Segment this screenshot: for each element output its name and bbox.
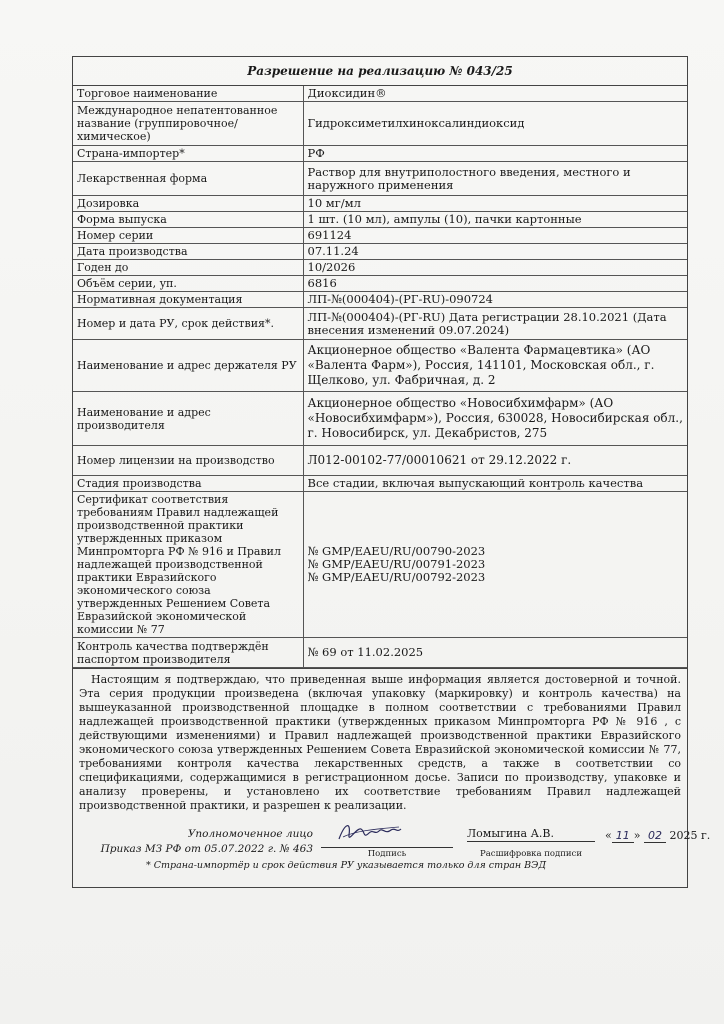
authorized-person-title: Уполномоченное лицо: [187, 828, 313, 840]
table-row: [73, 244, 687, 260]
gmp-certificate: № GMP/EAEU/RU/00791-2023: [307, 557, 486, 571]
row-value: 691124: [303, 228, 687, 244]
row-value: 07.11.24: [303, 244, 687, 260]
confirmation-statement: Настоящим я подтверждаю, что приведенная выше информация является достоверной и точной. Эта серия продукции произведена (включая упаковку (маркировку) и контроль качества) на вышеуказанной производственной площадке в полном соответствии с требованиями Правил надлежащей производственной практики (утвержденных приказом Минпромторга РФ № 916 , с действующими изменениями) и Правил надлежащей производственной практики Евразийского экономического союза утвержденных Решением Совета Евразийской экономической комиссии № 77, требованиями контроля качества лекарственных средств, а также в соответствии со спецификациями, содержащимися в регистрационном досье. Записи по производству, упаковке и анализу проверены, и установлено их соответствие требованиям Правил надлежащей производственной практики, и разрешен к реализации.: [73, 668, 687, 817]
document-title: Разрешение на реализацию № 043/25: [73, 57, 687, 86]
row-label: Нормативная документация: [73, 292, 303, 308]
row-value: 1 шт. (10 мл), ампулы (10), пачки картонные: [303, 212, 687, 228]
row-label: Номер и дата РУ, срок действия*.: [73, 308, 303, 340]
row-value: ЛП-№(000404)-(РГ-RU)-090724: [303, 292, 687, 308]
table-row: [73, 446, 687, 476]
row-value: 10 мг/мл: [303, 196, 687, 212]
row-value: 6816: [303, 276, 687, 292]
row-value: Л012-00102-77/00010621 от 29.12.2022 г.: [303, 446, 687, 476]
row-label: Наименование и адрес держателя РУ: [73, 340, 303, 392]
table-row: [73, 276, 687, 292]
row-value: Диоксидин®: [303, 86, 687, 102]
row-value: Раствор для внутриполостного введения, местного и наружного применения: [303, 162, 687, 196]
permit-table: [73, 86, 687, 668]
row-label: Номер лицензии на производство: [73, 446, 303, 476]
row-label: Контроль качества подтверждён паспортом производителя: [73, 638, 303, 668]
table-row: [73, 212, 687, 228]
gmp-certificate: № GMP/EAEU/RU/00792-2023: [307, 570, 486, 584]
signature-caption: Подпись: [367, 849, 407, 859]
signatory-name: Ломыгина А.В.: [467, 827, 595, 842]
date-year: 2025 г.: [669, 829, 711, 842]
row-value: № 69 от 11.02.2025: [303, 638, 687, 668]
table-row: [73, 102, 687, 146]
row-label: Форма выпуска: [73, 212, 303, 228]
row-value: Акционерное общество «Новосибхимфарм» (АО «Новосибхимфарм»), Россия, 630028, Новосибирская обл., г. Новосибирск, ул. Декабристов, 275: [303, 392, 687, 446]
table-row: [73, 196, 687, 212]
row-label: Объём серии, уп.: [73, 276, 303, 292]
row-value: ЛП-№(000404)-(РГ-RU) Дата регистрации 28.10.2021 (Дата внесения изменений 09.07.2024): [303, 308, 687, 340]
signature-date: « 11 » 02 2025 г.: [605, 829, 711, 842]
table-row: [73, 638, 687, 668]
footnote: * Страна-импортёр и срок действия РУ указывается только для стран ВЭД: [146, 860, 547, 871]
table-row: [73, 340, 687, 392]
row-value: [303, 492, 687, 638]
row-value: РФ: [303, 146, 687, 162]
row-label: Наименование и адрес производителя: [73, 392, 303, 446]
table-row: [73, 228, 687, 244]
row-label: Международное непатентованное название (группировочное/химическое): [73, 102, 303, 146]
row-label: Дозировка: [73, 196, 303, 212]
row-value: 10/2026: [303, 260, 687, 276]
table-row: [73, 146, 687, 162]
row-label: Лекарственная форма: [73, 162, 303, 196]
row-value: Все стадии, включая выпускающий контроль качества: [303, 476, 687, 492]
date-day: 11: [612, 829, 634, 843]
row-label: Страна-импортер*: [73, 146, 303, 162]
table-row: [73, 162, 687, 196]
row-label: Торговое наименование: [73, 86, 303, 102]
table-row: [73, 392, 687, 446]
row-label: Стадия производства: [73, 476, 303, 492]
table-row: [73, 476, 687, 492]
table-row: [73, 308, 687, 340]
signatory-name-caption: Расшифровка подписи: [480, 849, 582, 859]
authorized-person: [81, 827, 313, 857]
table-row: [73, 260, 687, 276]
row-label: Сертификат соответствия требованиям Правил надлежащей производственной практики утвержденных приказом Минпромторга РФ № 916 и Правил надлежащей производственной практики Евразийского экономического союза утвержденных Решением Совета Евразийской экономической комиссии № 77: [73, 492, 303, 638]
gmp-certificate: № GMP/EAEU/RU/00790-2023: [307, 544, 486, 558]
table-row: [73, 86, 687, 102]
table-row: [73, 492, 687, 638]
row-value: Акционерное общество «Валента Фармацевтика» (АО «Валента Фарм»), Россия, 141101, Московская обл., г. Щелково, ул. Фабричная, д. 2: [303, 340, 687, 392]
row-label: Годен до: [73, 260, 303, 276]
permit-frame: [72, 56, 711, 888]
date-month: 02: [644, 829, 666, 843]
handwritten-signature-icon: [335, 817, 405, 847]
authorized-person-order: Приказ МЗ РФ от 05.07.2022 г. № 463: [100, 843, 313, 855]
row-label: Номер серии: [73, 228, 303, 244]
table-row: [73, 292, 687, 308]
row-label: Дата производства: [73, 244, 303, 260]
signature-block: [73, 817, 711, 887]
row-value: Гидроксиметилхиноксалиндиоксид: [303, 102, 687, 146]
